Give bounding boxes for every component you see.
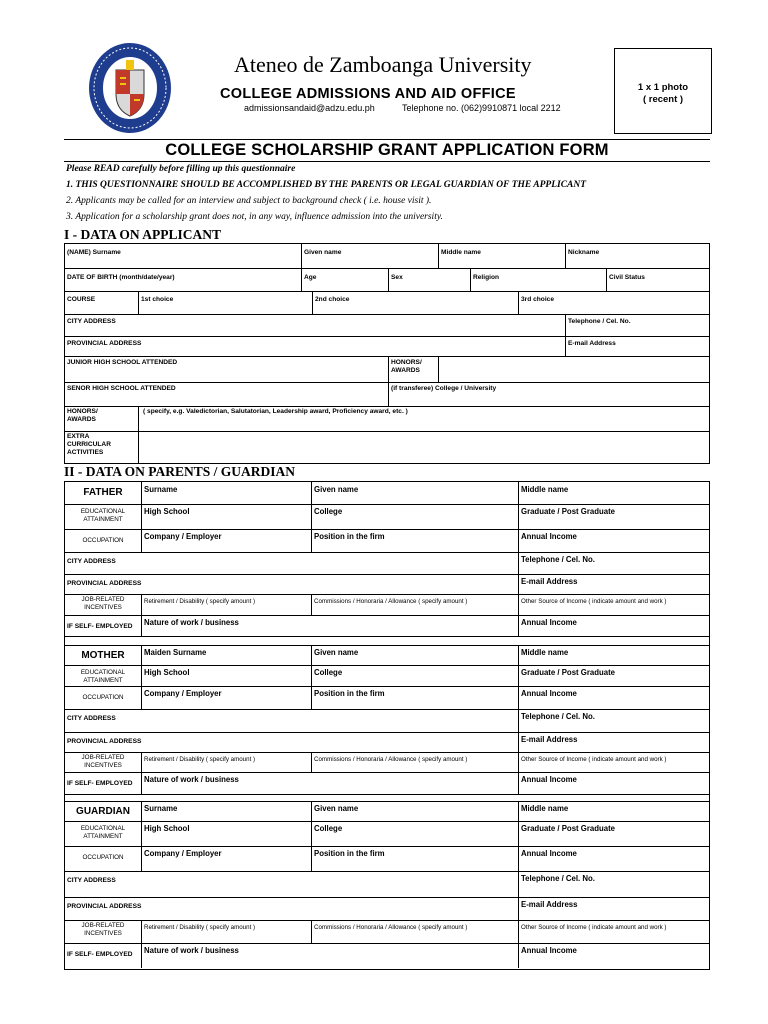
given-name-label: Given name <box>304 249 342 256</box>
mother-provincial-address-label: PROVINCIAL ADDRESS <box>67 738 142 745</box>
father-graduate-label: Graduate / Post Graduate <box>521 507 616 516</box>
mother-graduate-label: Graduate / Post Graduate <box>521 668 616 677</box>
guardian-surname-label: Surname <box>144 804 178 813</box>
guardian-middle-name-label: Middle name <box>521 804 569 813</box>
honors-label: HONORS/ <box>67 408 98 415</box>
divider <box>64 161 710 162</box>
instructions-intro: Please READ carefully before filling up this questionnaire <box>66 164 296 174</box>
guardian-telephone-label: Telephone / Cel. No. <box>521 874 595 883</box>
guardian-nature-of-work-label: Nature of work / business <box>144 946 239 955</box>
mother-high-school-label: High School <box>144 668 190 677</box>
first-choice-label: 1st choice <box>141 296 174 303</box>
guardian-commissions-label: Commissions / Honoraria / Allowance ( specify amount ) <box>314 924 468 931</box>
religion-label: Religion <box>473 274 500 281</box>
father-email-label: E-mail Address <box>521 577 578 586</box>
awards-label: AWARDS <box>67 416 96 423</box>
civil-status-label: Civil Status <box>609 274 645 281</box>
mother-edu-label: EDUCATIONAL <box>80 669 126 676</box>
jhs-honors-label: HONORS/ <box>391 359 422 366</box>
father-middle-name-label: Middle name <box>521 485 569 494</box>
divider <box>64 139 710 140</box>
guardian-incentives-label: INCENTIVES <box>84 930 122 937</box>
instruction-item: 2. Applicants may be called for an interview and subject to background check ( i.e. house visit ). <box>66 196 432 206</box>
jhs-label: JUNIOR HIGH SCHOOL ATTENDED <box>67 359 178 366</box>
father-company-label: Company / Employer <box>144 532 222 541</box>
father-job-related-label: JOB-RELATED <box>81 596 125 603</box>
applicant-table <box>64 243 710 464</box>
mother-surname-label: Maiden Surname <box>144 648 207 657</box>
father-retirement-label: Retirement / Disability ( specify amount ) <box>144 598 256 605</box>
nickname-label: Nickname <box>568 249 600 256</box>
mother-self-employed-label: IF SELF- EMPLOYED <box>67 780 133 787</box>
section-title: II - DATA ON PARENTS / GUARDIAN <box>64 464 296 479</box>
mother-email-label: E-mail Address <box>521 735 578 744</box>
guardian-edu-label: EDUCATIONAL <box>80 825 126 832</box>
email-label: E-mail Address <box>568 340 616 347</box>
guardian-city-address-label: CITY ADDRESS <box>67 877 116 884</box>
second-choice-label: 2nd choice <box>315 296 350 303</box>
mother-commissions-label: Commissions / Honoraria / Allowance ( specify amount ) <box>314 756 468 763</box>
guardian-self-employed-label: IF SELF- EMPLOYED <box>67 951 133 958</box>
guardian-graduate-label: Graduate / Post Graduate <box>521 824 616 833</box>
guardian-position-label: Position in the firm <box>314 849 385 858</box>
father-provincial-address-label: PROVINCIAL ADDRESS <box>67 580 142 587</box>
mother-role-label: MOTHER <box>81 650 125 661</box>
guardian-email-label: E-mail Address <box>521 900 578 909</box>
father-annual-income-label-2: Annual Income <box>521 618 577 627</box>
father-occupation-label: OCCUPATION <box>82 537 124 544</box>
university-name: Ateneo de Zamboanga University <box>234 52 532 77</box>
father-role-label: FATHER <box>83 487 123 498</box>
parents-table <box>64 481 710 970</box>
telephone-label: Telephone / Cel. No. <box>568 318 631 325</box>
father-city-address-label: CITY ADDRESS <box>67 558 116 565</box>
father-commissions-label: Commissions / Honoraria / Allowance ( specify amount ) <box>314 598 468 605</box>
sex-label: Sex <box>391 274 403 281</box>
mother-other-income-label: Other Source of Income ( indicate amount and work ) <box>521 756 667 763</box>
mother-attainment-label: ATTAINMENT <box>83 677 123 684</box>
mother-annual-income-label-2: Annual Income <box>521 775 577 784</box>
guardian-annual-income-label: Annual Income <box>521 849 577 858</box>
mother-company-label: Company / Employer <box>144 689 222 698</box>
instruction-item: 3. Application for a scholarship grant does not, in any way, influence admission into the university. <box>66 212 443 222</box>
mother-incentives-label: INCENTIVES <box>84 762 122 769</box>
father-college-label: College <box>314 507 343 516</box>
university-seal-icon <box>88 42 172 134</box>
guardian-job-related-label: JOB-RELATED <box>81 922 125 929</box>
office-email: admissionsandaid@adzu.edu.ph <box>244 103 375 113</box>
father-given-name-label: Given name <box>314 485 359 494</box>
mother-telephone-label: Telephone / Cel. No. <box>521 712 595 721</box>
mother-nature-of-work-label: Nature of work / business <box>144 775 239 784</box>
guardian-college-label: College <box>314 824 343 833</box>
mother-city-address-label: CITY ADDRESS <box>67 715 116 722</box>
transferee-label: (if transferee) College / University <box>391 385 497 392</box>
mother-middle-name-label: Middle name <box>521 648 569 657</box>
instruction-item: 1. THIS QUESTIONNAIRE SHOULD BE ACCOMPLISHED BY THE PARENTS OR LEGAL GUARDIAN OF THE APPLICANT <box>66 180 587 190</box>
age-label: Age <box>304 274 317 281</box>
guardian-other-income-label: Other Source of Income ( indicate amount and work ) <box>521 924 667 931</box>
mother-position-label: Position in the firm <box>314 689 385 698</box>
course-label: COURSE <box>67 296 96 303</box>
photo-label-recent: ( recent ) <box>642 94 684 105</box>
father-surname-label: Surname <box>144 485 178 494</box>
office-phone: Telephone no. (062)9910871 local 2212 <box>402 103 561 113</box>
photo-box[interactable] <box>614 48 712 134</box>
city-address-label: CITY ADDRESS <box>67 318 116 325</box>
father-telephone-label: Telephone / Cel. No. <box>521 555 595 564</box>
extra-label: EXTRA <box>67 433 90 440</box>
father-edu-label: EDUCATIONAL <box>80 508 126 515</box>
guardian-annual-income-label-2: Annual Income <box>521 946 577 955</box>
office-name: COLLEGE ADMISSIONS AND AID OFFICE <box>220 86 516 102</box>
father-nature-of-work-label: Nature of work / business <box>144 618 239 627</box>
mother-occupation-label: OCCUPATION <box>82 694 124 701</box>
father-other-income-label: Other Source of Income ( indicate amount and work ) <box>521 598 667 605</box>
guardian-given-name-label: Given name <box>314 804 359 813</box>
guardian-provincial-address-label: PROVINCIAL ADDRESS <box>67 903 142 910</box>
father-incentives-label: INCENTIVES <box>84 604 122 611</box>
mother-retirement-label: Retirement / Disability ( specify amount ) <box>144 756 256 763</box>
guardian-attainment-label: ATTAINMENT <box>83 833 123 840</box>
father-annual-income-label: Annual Income <box>521 532 577 541</box>
honors-hint: ( specify, e.g. Valedictorian, Salutatorian, Leadership award, Proficiency award, etc. ) <box>143 408 408 415</box>
provincial-address-label: PROVINCIAL ADDRESS <box>67 340 142 347</box>
mother-annual-income-label: Annual Income <box>521 689 577 698</box>
jhs-awards-label: AWARDS <box>391 367 420 374</box>
mother-given-name-label: Given name <box>314 648 359 657</box>
mother-job-related-label: JOB-RELATED <box>81 754 125 761</box>
guardian-occupation-label: OCCUPATION <box>82 854 124 861</box>
activities-label: ACTIVITIES <box>67 449 104 456</box>
guardian-company-label: Company / Employer <box>144 849 222 858</box>
middle-name-label: Middle name <box>441 249 481 256</box>
form-title: COLLEGE SCHOLARSHIP GRANT APPLICATION FORM <box>165 141 609 159</box>
third-choice-label: 3rd choice <box>521 296 554 303</box>
dob-label: DATE OF BIRTH (month/date/year) <box>67 274 175 281</box>
photo-label: 1 x 1 photo <box>637 82 689 93</box>
surname-label: (NAME) Surname <box>67 249 121 256</box>
shs-label: SENOR HIGH SCHOOL ATTENDED <box>67 385 176 392</box>
guardian-role-label: GUARDIAN <box>76 806 130 817</box>
curricular-label: CURRICULAR <box>67 441 111 448</box>
father-high-school-label: High School <box>144 507 190 516</box>
father-attainment-label: ATTAINMENT <box>83 516 123 523</box>
father-position-label: Position in the firm <box>314 532 385 541</box>
section-title: I - DATA ON APPLICANT <box>64 227 222 242</box>
guardian-high-school-label: High School <box>144 824 190 833</box>
mother-college-label: College <box>314 668 343 677</box>
father-self-employed-label: IF SELF- EMPLOYED <box>67 623 133 630</box>
guardian-retirement-label: Retirement / Disability ( specify amount ) <box>144 924 256 931</box>
